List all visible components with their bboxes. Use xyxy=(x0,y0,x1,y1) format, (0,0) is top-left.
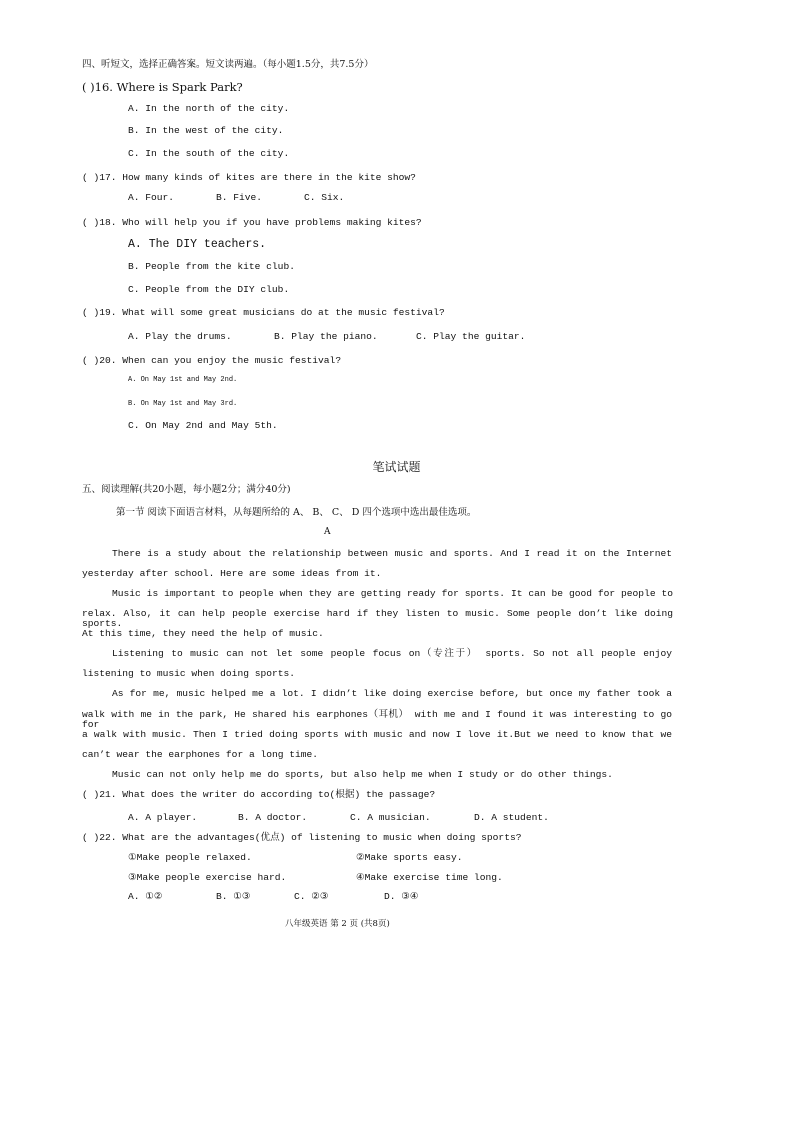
passage-line: can’t wear the earphones for a long time. xyxy=(82,749,319,760)
question-16-option-c: C. In the south of the city. xyxy=(128,148,290,159)
question-20-option-c: C. On May 2nd and May 5th. xyxy=(128,420,278,431)
question-19-option-b: B. Play the piano. xyxy=(274,331,378,342)
question-22-option-a: A. ①② xyxy=(128,891,163,902)
listening-header: 四、听短文，选择正确答案。短文读两遍。（每小题1.5分，共7.5分） xyxy=(82,59,374,70)
question-19-stem: ( )19. What will some great musicians do at the music festival? xyxy=(82,307,445,318)
passage-line: walk with me in the park, He shared his earphones（耳机） with me and I found it was interesting to go for xyxy=(82,709,672,730)
question-17-option-c: C. Six. xyxy=(304,192,345,203)
passage-line: a walk with music. Then I tried doing sports with music and now I love it.But we need to know that we xyxy=(82,729,672,740)
question-21-option-a: A. A player. xyxy=(128,812,198,823)
question-22-statement-1: ①Make people relaxed. xyxy=(128,852,252,863)
question-22-option-d: D. ③④ xyxy=(384,891,419,902)
question-17-option-b: B. Five. xyxy=(216,192,263,203)
reading-instruction: 第一节 阅读下面语言材料，从每题所给的 A、 B、 C、 D 四个选项中选出最佳选项。 xyxy=(116,507,477,518)
question-20-stem: ( )20. When can you enjoy the music festival? xyxy=(82,355,342,366)
question-21-option-d: D. A student. xyxy=(474,812,549,823)
question-18-stem: ( )18. Who will help you if you have problems making kites? xyxy=(82,217,422,228)
question-20-option-b: B. On May 1st and May 3rd. xyxy=(128,400,238,408)
question-21-option-c: C. A musician. xyxy=(350,812,431,823)
question-22-stem: ( )22. What are the advantages(优点) of listening to music when doing sports? xyxy=(82,832,522,843)
question-18-option-b: B. People from the kite club. xyxy=(128,261,295,272)
question-18-option-c: C. People from the DIY club. xyxy=(128,284,290,295)
question-16-option-a: A. In the north of the city. xyxy=(128,103,290,114)
question-21-stem: ( )21. What does the writer do according to(根据) the passage? xyxy=(82,789,436,800)
passage-line: At this time, they need the help of music. xyxy=(82,628,324,639)
passage-line: Music is important to people when they are getting ready for sports. It can be good for people to xyxy=(112,588,673,599)
question-19-option-c: C. Play the guitar. xyxy=(416,331,526,342)
question-22-option-c: C. ②③ xyxy=(294,891,329,902)
passage-line: Listening to music can not let some people focus on（专注于） sports. So not all people enjoy xyxy=(112,648,672,659)
question-22-statement-2: ②Make sports easy. xyxy=(356,852,463,863)
passage-line: relax. Also, it can help people exercise hard if they listen to music. Some people don’t like doing sports. xyxy=(82,608,673,629)
page-footer: 八年级英语 第 2 页 (共8页) xyxy=(285,919,390,929)
passage-line: yesterday after school. Here are some ideas from it. xyxy=(82,568,382,579)
question-16-stem: ( )16. Where is Spark Park? xyxy=(82,80,243,94)
question-20-option-a: A. On May 1st and May 2nd. xyxy=(128,376,238,384)
passage-line: listening to music when doing sports. xyxy=(82,668,296,679)
question-16-option-b: B. In the west of the city. xyxy=(128,125,284,136)
passage-label: A xyxy=(324,527,331,537)
question-22-statement-4: ④Make exercise time long. xyxy=(356,872,503,883)
question-21-option-b: B. A doctor. xyxy=(238,812,308,823)
passage-line: As for me, music helped me a lot. I didn’t like doing exercise before, but once my father took a xyxy=(112,688,672,699)
question-19-option-a: A. Play the drums. xyxy=(128,331,232,342)
passage-line: There is a study about the relationship between music and sports. And I read it on the Internet xyxy=(112,548,672,559)
question-17-option-a: A. Four. xyxy=(128,192,175,203)
question-22-statement-3: ③Make people exercise hard. xyxy=(128,872,287,883)
reading-section-header: 五、阅读理解(共20小题，每小题2分；满分40分) xyxy=(82,484,291,495)
question-17-stem: ( )17. How many kinds of kites are there in the kite show? xyxy=(82,172,416,183)
question-18-option-a: A. The DIY teachers. xyxy=(128,238,267,251)
passage-line: Music can not only help me do sports, but also help me when I study or do other things. xyxy=(112,769,613,780)
written-test-title: 笔试试题 xyxy=(372,460,421,474)
question-22-option-b: B. ①③ xyxy=(216,891,251,902)
